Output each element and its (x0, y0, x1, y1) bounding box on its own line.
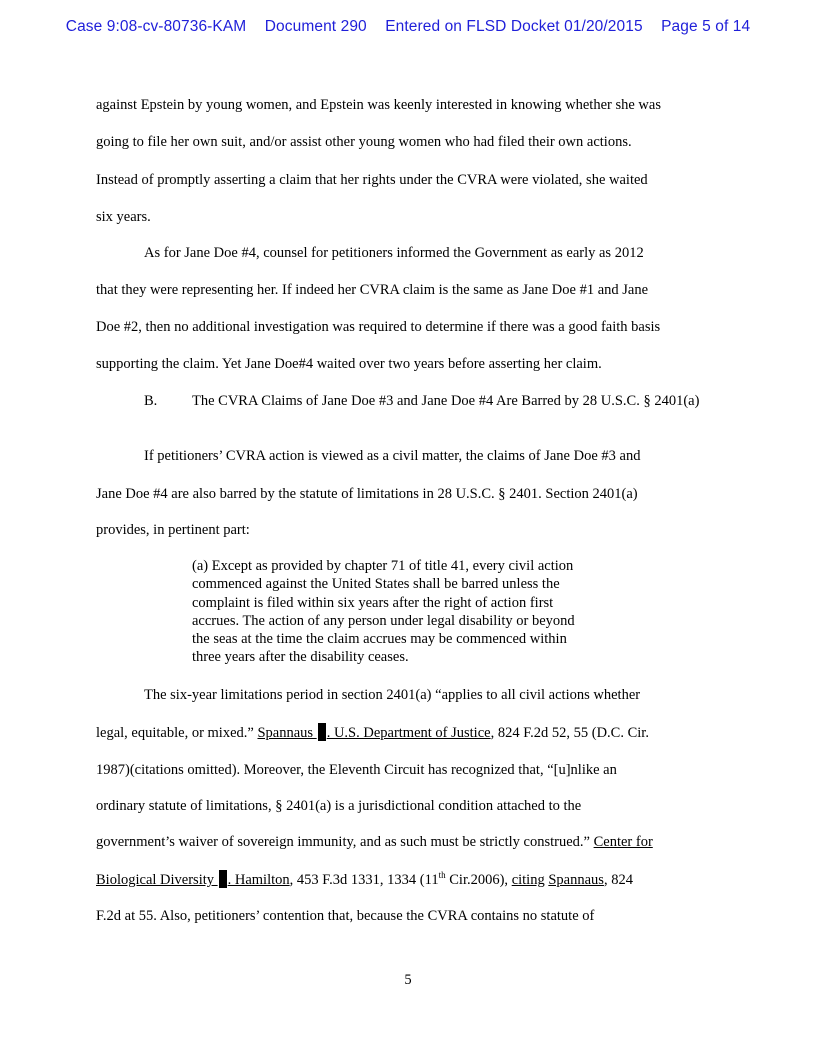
quote-line: the seas at the time the claim accrues may be commenced within (192, 631, 567, 648)
section-heading: The CVRA Claims of Jane Doe #3 and Jane Doe #4 Are Barred by 28 U.S.C. § 2401(a) (192, 393, 700, 409)
text-run: Biological Diversity (96, 872, 218, 888)
text-run: Spannaus (257, 725, 317, 741)
document-number: Document 290 (264, 18, 367, 35)
page-indicator: Page 5 of 14 (661, 18, 751, 35)
text-run: legal, equitable, or mixed.” (96, 725, 258, 741)
case-citation (257, 725, 490, 741)
case-number: Case 9:08-cv-80736-KAM (65, 18, 247, 35)
text-run: . Hamilton (227, 872, 290, 888)
text-run: government’s waiver of sovereign immunity, and as such must be strictly construed.” (96, 834, 594, 850)
text-run: , 824 (603, 872, 633, 888)
page-number: 5 (404, 972, 412, 988)
para1-line: six years. (96, 209, 151, 225)
quote-line: complaint is filed within six years after the right of action first (192, 594, 554, 611)
para2-line: supporting the claim. Yet Jane Doe#4 waited over two years before asserting her claim. (96, 356, 602, 372)
docket-header (0, 18, 816, 36)
para4-line: 1987)(citations omitted). Moreover, the Eleventh Circuit has recognized that, “[u]nlike an (96, 762, 617, 778)
section-letter: B. (144, 393, 158, 409)
superscript: th (438, 870, 446, 881)
para2-line: As for Jane Doe #4, counsel for petitioners informed the Government as early as 2012 (144, 245, 644, 261)
para3-line: Jane Doe #4 are also barred by the statute of limitations in 28 U.S.C. § 2401. Section 2401(a) (96, 486, 638, 502)
citing-signal: citing (511, 872, 545, 888)
text-run: , 824 F.2d 52, 55 (D.C. Cir. (490, 725, 649, 741)
para4-line: The six-year limitations period in section 2401(a) “applies to all civil actions whether (144, 687, 641, 703)
para3-line: If petitioners’ CVRA action is viewed as a civil matter, the claims of Jane Doe #3 and (144, 448, 641, 464)
quote-line: commenced against the United States shall be barred unless the (192, 576, 560, 593)
text-run: , 453 F.3d 1331, 1334 (11 (289, 872, 439, 888)
text-run: . U.S. Department of Justice (326, 725, 491, 741)
case-citation: Center for (593, 834, 653, 850)
case-citation (96, 872, 290, 888)
quote-line: accrues. The action of any person under legal disability or beyond (192, 612, 575, 629)
para1-line: against Epstein by young women, and Epstein was keenly interested in knowing whether she was (96, 97, 661, 113)
para1-line: going to file her own suit, and/or assist other young women who had filed their own actions. (96, 134, 632, 150)
block-quote (192, 557, 632, 667)
para3-line: provides, in pertinent part: (96, 522, 250, 538)
para4-line: F.2d at 55. Also, petitioners’ contention that, because the CVRA contains no statute of (96, 908, 595, 924)
para2-line: Doe #2, then no additional investigation was required to determine if there was a good faith basis (96, 319, 661, 335)
redaction-block (318, 723, 326, 741)
para4-line (96, 870, 633, 889)
docket-entry: Entered on FLSD Docket 01/20/2015 (385, 18, 643, 35)
para1-line: Instead of promptly asserting a claim that her rights under the CVRA were violated, she waited (96, 172, 648, 188)
para4-line: ordinary statute of limitations, § 2401(a) is a jurisdictional condition attached to the (96, 798, 582, 814)
quote-line: (a) Except as provided by chapter 71 of title 41, every civil action (192, 558, 574, 574)
para2-line: that they were representing her. If indeed her CVRA claim is the same as Jane Doe #1 and Jane (96, 282, 649, 298)
redaction-block (219, 870, 227, 888)
para4-line (96, 723, 649, 742)
case-citation: Spannaus (548, 872, 604, 888)
text-run: Cir.2006), (445, 872, 512, 888)
quote-line: three years after the disability ceases. (192, 649, 409, 666)
para4-line (96, 833, 653, 851)
